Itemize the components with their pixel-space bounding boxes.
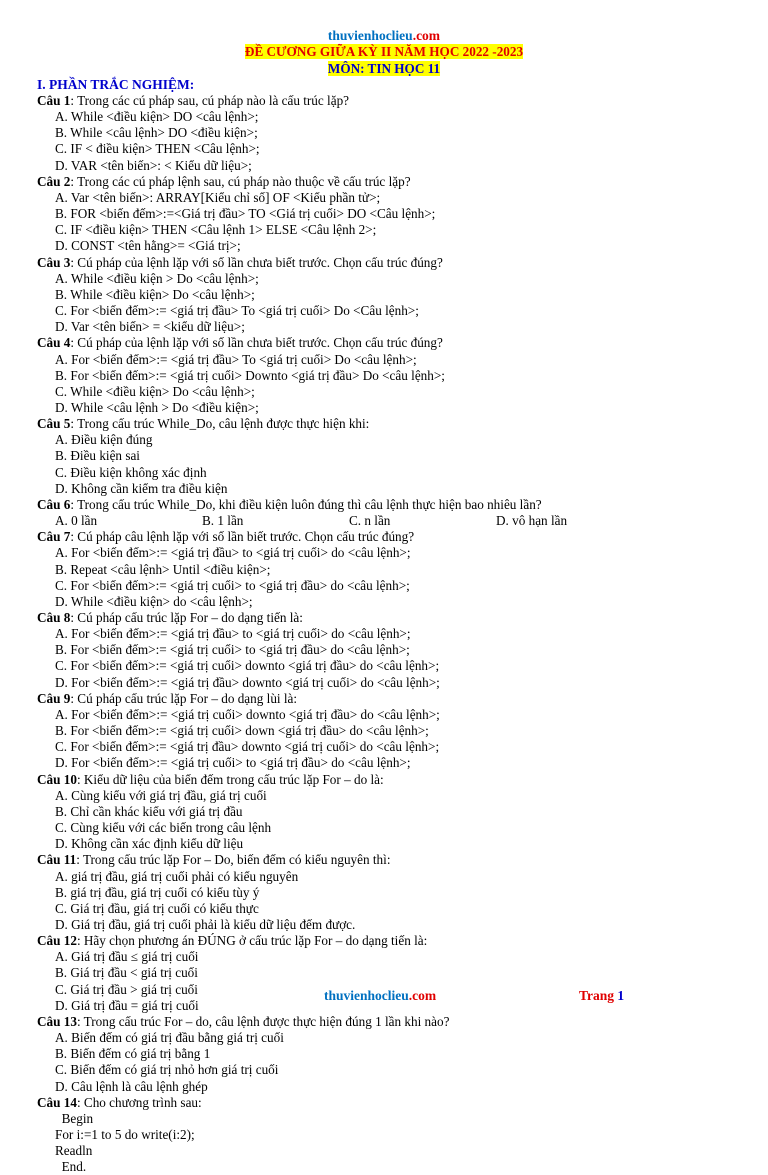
answer-option-a: A. For <biến đếm>:= <giá trị cuối> downto <giá trị đầu> do <câu lệnh>; [55,706,440,722]
answer-options [37,190,737,255]
answer-option-a: A. For <biến đếm>:= <giá trị đầu> To <giá trị cuối> Do <câu lệnh>; [55,351,417,367]
question-8 [37,610,737,691]
question-text: : Cú pháp cấu trúc lặp For – do dạng lùi là: [70,690,298,706]
answer-option-c: C. For <biến đếm>:= <giá trị cuối> downto <giá trị đầu> do <câu lệnh>; [55,658,440,674]
answer-option-d: D. While <câu lệnh > Do <điều kiện>; [55,399,259,415]
answer-options [37,788,737,853]
answer-option-c: C. IF <điều kiện> THEN <Câu lệnh 1> ELSE <Câu lệnh 2>; [55,222,377,238]
answer-option-b: B. giá trị đầu, giá trị cuối có kiểu tùy ý [55,884,260,900]
question-9 [37,691,737,772]
answer-option-d: D. For <biến đếm>:= <giá trị đầu> downto <giá trị cuối> do <câu lệnh>; [55,674,440,690]
answer-options [37,626,737,691]
question-6 [37,497,737,529]
answer-options [37,1030,737,1095]
question-stem [37,610,737,626]
question-4 [37,335,737,416]
question-label: Câu 9 [37,690,71,706]
question-5 [37,416,737,497]
question-10 [37,772,737,853]
subject-title: MÔN: TIN HỌC 11 [327,61,441,76]
question-13 [37,1014,737,1095]
answer-option-d: D. Không cần kiểm tra điều kiện [55,480,228,496]
code-line: End. [55,1159,87,1175]
answer-options [37,869,737,934]
question-label: Câu 13 [37,1013,77,1029]
question-stem [37,772,737,788]
question-label: Câu 3 [37,254,71,270]
question-text: : Trong cấu trúc While_Do, câu lệnh được thực hiện khi: [70,416,370,432]
answer-option-a: A. For <biến đếm>:= <giá trị đầu> to <giá trị cuối> do <câu lệnh>; [55,626,411,642]
question-label: Câu 2 [37,173,71,189]
question-label: Câu 11 [37,852,77,868]
answer-option-c: C. Biến đếm có giá trị nhỏ hơn giá trị cuối [55,1062,279,1078]
question-text: : Cho chương trình sau: [76,1094,202,1110]
answer-option-a: A. While <điều kiện> DO <câu lệnh>; [55,109,259,125]
answer-option-d: D. Giá trị đầu, giá trị cuối phải là kiểu dữ liệu đếm được. [55,916,356,932]
footer-site: thuvienhoclieu.com [324,988,437,1003]
question-label: Câu 12 [37,933,77,949]
answer-option-b: B. While <điều kiện> Do <câu lệnh>; [55,286,255,302]
answer-option-c: C. For <biến đếm>:= <giá trị đầu> downto <giá trị cuối> do <câu lệnh>; [55,739,440,755]
document-title: ĐỀ CƯƠNG GIỮA KỲ II NĂM HỌC 2022 -2023 [244,44,524,59]
question-label: Câu 8 [37,610,71,625]
answer-options [37,271,737,336]
site-domain: .com [412,28,441,43]
answer-option-a: A. Giá trị đầu ≤ giá trị cuối [55,949,199,965]
answer-option-b: B. Giá trị đầu < giá trị cuối [55,965,198,981]
answer-options [37,949,737,1014]
page-number: Trang 1 [579,988,625,1003]
question-list [37,93,737,1175]
answer-option-c: C. While <điều kiện> Do <câu lệnh>; [55,383,255,399]
answer-option-a: A. Var <tên biến>: ARRAY[Kiểu chỉ số] OF <Kiểu phần tử>; [55,189,381,205]
answer-option-b: B. For <biến đếm>:= <giá trị cuối> to <giá trị đầu> do <câu lệnh>; [55,642,410,658]
question-label: Câu 4 [37,335,71,351]
question-text: : Cú pháp của lệnh lặp với số lần chưa biết trước. Chọn cấu trúc đúng? [70,254,443,270]
answer-option-a: A. For <biến đếm>:= <giá trị đầu> to <giá trị cuối> do <câu lệnh>; [55,545,411,561]
question-text: : Cú pháp cấu trúc lặp For – do dạng tiến là: [70,610,303,625]
answer-option-b: B. 1 lần [202,513,244,529]
answer-options [37,352,737,417]
question-stem [37,335,737,351]
question-label: Câu 5 [37,416,71,432]
answer-option-d: D. Câu lệnh là câu lệnh ghép [55,1078,208,1094]
question-stem [37,1014,737,1030]
answer-option-d: D. VAR <tên biến>: < Kiểu dữ liệu>; [55,157,252,173]
answer-option-a: A. Biến đếm có giá trị đầu bằng giá trị cuối [55,1030,284,1046]
answer-option-b: B. For <biến đếm>:= <giá trị cuối> Downto <giá trị đầu> Do <câu lệnh>; [55,367,445,383]
answer-options [37,513,737,529]
answer-option-b: B. Biến đếm có giá trị bằng 1 [55,1046,211,1062]
question-stem [37,174,737,190]
answer-option-c: C. For <biến đếm>:= <giá trị đầu> To <giá trị cuối> Do <Câu lệnh>; [55,303,419,319]
answer-option-b: B. Điều kiện sai [55,448,140,464]
question-text: : Trong cấu trúc For – do, câu lệnh được thực hiện đúng 1 lần khi nào? [76,1013,450,1029]
code-line: Begin [55,1110,94,1126]
answer-option-a: A. 0 lần [55,513,98,529]
answer-option-c: C. Giá trị đầu, giá trị cuối có kiểu thực [55,900,259,916]
question-14 [37,1095,737,1175]
question-stem [37,852,737,868]
answer-option-d: D. For <biến đếm>:= <giá trị cuối> to <giá trị đầu> do <câu lệnh>; [55,755,411,771]
question-stem [37,529,737,545]
answer-options [37,432,737,497]
answer-option-a: A. Điều kiện đúng [55,432,153,448]
question-stem [37,933,737,949]
answer-option-d: D. Không cần xác định kiểu dữ liệu [55,836,244,852]
answer-option-a: A. Cùng kiểu với giá trị đầu, giá trị cuối [55,787,267,803]
question-text: : Trong cấu trúc While_Do, khi điều kiện luôn đúng thì câu lệnh thực hiện bao nhiêu lần? [70,496,542,512]
answer-option-c: C. Điều kiện không xác định [55,464,207,480]
code-line: For i:=1 to 5 do write(i:2); [55,1127,195,1142]
question-text: : Kiểu dữ liệu của biến đếm trong cấu trúc lặp For – do là: [76,771,384,787]
answer-option-c: C. IF < điều kiện> THEN <Câu lệnh>; [55,141,260,157]
question-label: Câu 10 [37,771,77,787]
answer-option-a: A. While <điều kiện > Do <câu lệnh>; [55,270,259,286]
question-text: : Trong các cú pháp sau, cú pháp nào là cấu trúc lặp? [70,93,350,108]
question-label: Câu 1 [37,93,71,108]
question-3 [37,255,737,336]
answer-option-b: B. For <biến đếm>:= <giá trị cuối> down <giá trị đầu> do <câu lệnh>; [55,723,429,739]
answer-option-d: D. Giá trị đầu = giá trị cuối [55,997,199,1013]
answer-option-d: D. Var <tên biến> = <kiểu dữ liệu>; [55,319,245,335]
question-2 [37,174,737,255]
question-stem [37,93,737,109]
answer-option-d: D. vô hạn lần [496,513,568,529]
site-name: thuvienhoclieu [327,28,413,43]
question-stem [37,691,737,707]
section-title: I. PHẦN TRẮC NGHIỆM: [37,77,195,92]
answer-option-b: B. Repeat <câu lệnh> Until <điều kiện>; [55,561,271,577]
question-7 [37,529,737,610]
question-text: : Trong các cú pháp lệnh sau, cú pháp nào thuộc về cấu trúc lặp? [70,173,411,189]
question-label: Câu 6 [37,496,71,512]
answer-options [37,707,737,772]
answer-option-a: A. giá trị đầu, giá trị cuối phải có kiểu nguyên [55,868,299,884]
code-line: Readln [55,1143,93,1159]
answer-options [37,545,737,610]
question-1 [37,93,737,174]
header-site [0,28,768,44]
answer-option-d: D. While <điều kiện> do <câu lệnh>; [55,593,253,609]
question-text: : Trong cấu trúc lặp For – Do, biến đếm có kiểu nguyên thì: [76,852,391,868]
answer-options [37,109,737,174]
question-text: : Cú pháp câu lệnh lặp với số lần biết trước. Chọn cấu trúc đúng? [70,529,415,545]
answer-option-c: C. n lần [349,513,391,529]
question-stem [37,497,737,513]
answer-option-b: B. FOR <biến đếm>:=<Giá trị đầu> TO <Giá trị cuối> DO <Câu lệnh>; [55,206,436,222]
answer-option-d: D. CONST <tên hằng>= <Giá trị>; [55,238,241,254]
question-label: Câu 14 [37,1094,77,1110]
answer-option-c: C. For <biến đếm>:= <giá trị cuối> to <giá trị đầu> do <câu lệnh>; [55,577,410,593]
question-stem [37,1095,737,1111]
question-11 [37,852,737,933]
question-text: : Cú pháp của lệnh lặp với số lần chưa biết trước. Chọn cấu trúc đúng? [70,335,443,351]
question-text: : Hãy chọn phương án ĐÚNG ở cấu trúc lặp For – do dạng tiến là: [76,933,428,949]
answer-option-c: C. Giá trị đầu > giá trị cuối [55,981,198,997]
answer-option-b: B. Chỉ cần khác kiểu với giá trị đầu [55,803,243,819]
answer-option-b: B. While <câu lệnh> DO <điều kiện>; [55,125,258,141]
question-stem [37,255,737,271]
question-label: Câu 7 [37,529,71,545]
answer-option-c: C. Cùng kiểu với các biến trong câu lệnh [55,820,272,836]
question-stem [37,416,737,432]
